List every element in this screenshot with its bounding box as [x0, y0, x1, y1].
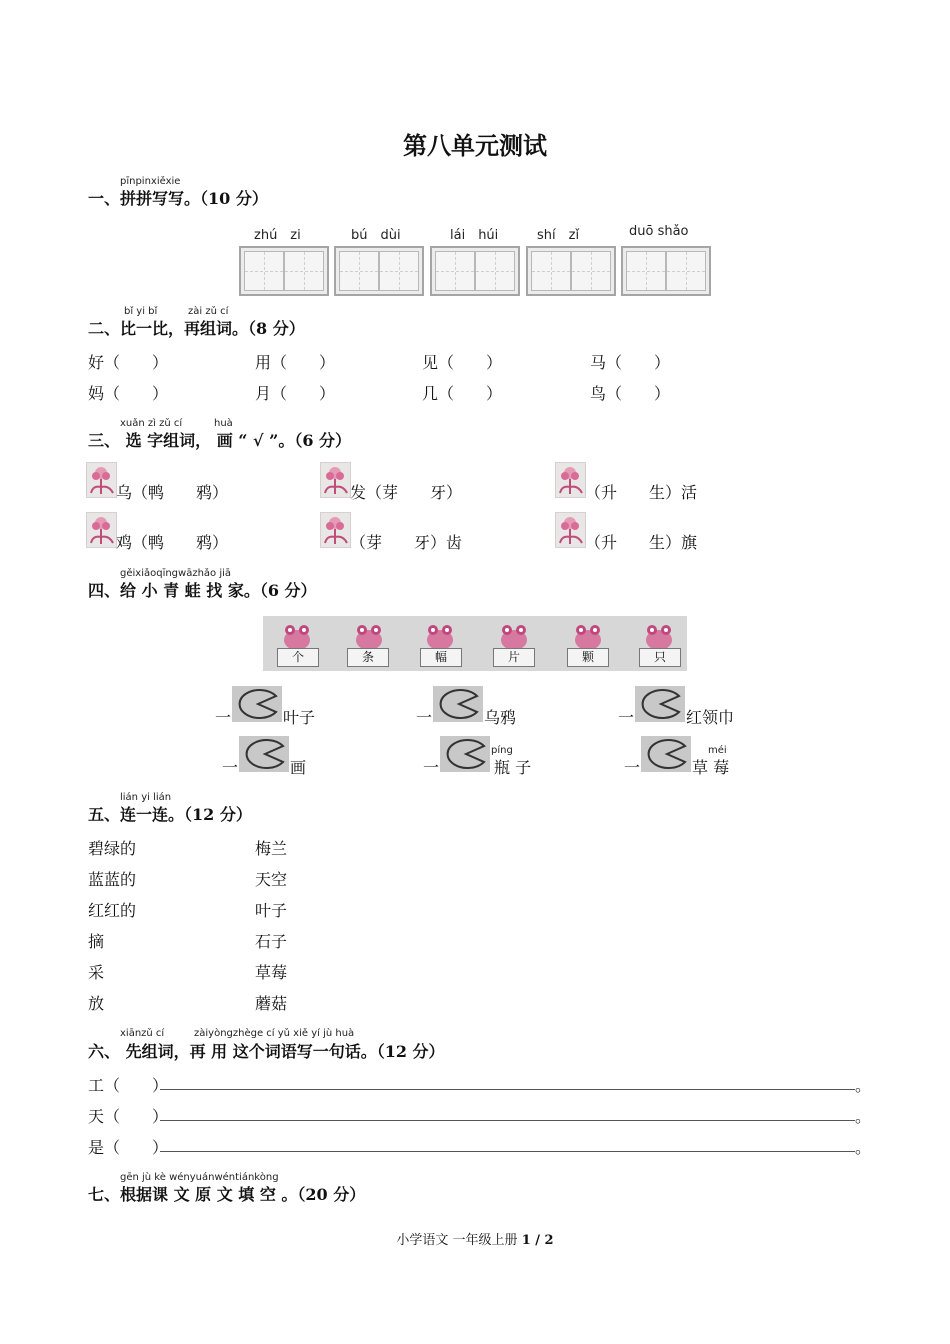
compare-item[interactable]: 妈（ ） [88, 384, 169, 403]
frog-plate[interactable]: 颗 [567, 648, 609, 667]
sentence-word-item[interactable]: 是（ ） [88, 1138, 169, 1157]
writing-grid[interactable] [621, 246, 711, 296]
writing-grid[interactable] [526, 246, 616, 296]
dash-text: 一 [222, 758, 239, 777]
section4-heading: 四、给 小 青 蛙 找 家。（6 分） [88, 581, 317, 600]
writing-grid[interactable] [239, 246, 329, 296]
answer-line[interactable] [160, 1151, 855, 1152]
choose-item[interactable]: （升 生）旗 [585, 533, 698, 552]
dash-text: 一 [215, 708, 232, 727]
compare-item[interactable]: 鸟（ ） [590, 384, 671, 403]
compare-item[interactable]: 马（ ） [590, 353, 671, 372]
writing-grid[interactable] [334, 246, 424, 296]
section7-pinyin: gēn jù kè wényuánwéntiánkòng [120, 1172, 279, 1183]
match-right-item[interactable]: 梅兰 [255, 839, 288, 858]
pinyin-item: lái húi [450, 228, 499, 243]
lily-pad-icon[interactable] [641, 736, 691, 772]
pinyin-item: shí zǐ [537, 228, 580, 243]
compare-item[interactable]: 几（ ） [422, 384, 503, 403]
frog-plate[interactable]: 片 [493, 648, 535, 667]
match-right-item[interactable]: 天空 [255, 870, 288, 889]
flower-icon [320, 512, 351, 548]
frog-plate[interactable]: 只 [639, 648, 681, 667]
frog-plate[interactable]: 幅 [420, 648, 462, 667]
word-pinyin: méi [708, 745, 727, 756]
section6-pinyin: xiānzǔ cí [120, 1028, 165, 1039]
choose-item[interactable]: （升 生）活 [585, 483, 698, 502]
section1-pinyin: pīnpinxiěxie [120, 176, 181, 187]
measure-word-item: 草 莓 [692, 758, 730, 777]
answer-line[interactable] [160, 1120, 855, 1121]
lily-pad-icon[interactable] [232, 686, 282, 722]
measure-word-item: 叶子 [283, 708, 316, 727]
dash-text: 一 [423, 758, 440, 777]
page-title: 第八单元测试 [403, 131, 547, 160]
section3-heading: 三、 选 字组词， 画 “ √ ”。（6 分） [88, 431, 352, 450]
flower-icon [555, 462, 586, 498]
lily-pad-icon[interactable] [433, 686, 483, 722]
match-left-item[interactable]: 摘 [88, 932, 105, 951]
match-left-item[interactable]: 采 [88, 963, 105, 982]
pinyin-item: duō shǎo [629, 224, 689, 239]
word-pinyin: píng [491, 745, 513, 756]
sentence-word-item[interactable]: 工（ ） [88, 1076, 169, 1095]
measure-word-item: 瓶 子 [494, 758, 532, 777]
section3-pinyin: xuǎn zì zǔ cí [120, 418, 183, 429]
choose-item[interactable]: 鸡（鸭 鸦） [116, 533, 229, 552]
match-left-item[interactable]: 放 [88, 994, 105, 1013]
frog-plate[interactable]: 条 [347, 648, 389, 667]
section5-pinyin: lián yi lián [120, 792, 172, 803]
compare-item[interactable]: 见（ ） [422, 353, 503, 372]
compare-item[interactable]: 用（ ） [255, 353, 336, 372]
flower-icon [86, 462, 117, 498]
section2-pinyin: bǐ yi bǐ [124, 306, 158, 317]
flower-icon [86, 512, 117, 548]
match-left-item[interactable]: 蓝蓝的 [88, 870, 137, 889]
measure-word-item: 乌鸦 [484, 708, 517, 727]
sentence-word-item[interactable]: 天（ ） [88, 1107, 169, 1126]
section4-pinyin: gěixiǎoqīngwāzhǎo jiā [120, 568, 232, 579]
answer-line[interactable] [160, 1089, 855, 1090]
section2-pinyin: zài zǔ cí [188, 306, 229, 317]
match-right-item[interactable]: 石子 [255, 932, 288, 951]
page-footer [0, 1229, 950, 1248]
flower-icon [555, 512, 586, 548]
period-text: 。 [855, 1138, 872, 1157]
match-right-item[interactable]: 草莓 [255, 963, 288, 982]
dash-text: 一 [618, 708, 635, 727]
section6-pinyin: zàiyòngzhège cí yǔ xiě yí jù huà [194, 1028, 355, 1039]
match-right-item[interactable]: 蘑菇 [255, 994, 288, 1013]
footer-text: 小学语文 一年级上册 [396, 1233, 522, 1248]
flower-icon [320, 462, 351, 498]
frog-strip [263, 616, 687, 671]
measure-word-item: 画 [290, 758, 307, 777]
page-number: 1 / 2 [521, 1233, 554, 1248]
section1-heading: 一、拼拼写写。（10 分） [88, 189, 268, 208]
measure-word-item: 红领巾 [686, 708, 735, 727]
section7-heading: 七、根据课 文 原 文 填 空 。（20 分） [88, 1185, 366, 1204]
dash-text: 一 [624, 758, 641, 777]
lily-pad-icon[interactable] [635, 686, 685, 722]
compare-item[interactable]: 好（ ） [88, 353, 169, 372]
writing-grid[interactable] [430, 246, 520, 296]
match-right-item[interactable]: 叶子 [255, 901, 288, 920]
period-text: 。 [855, 1107, 872, 1126]
compare-item[interactable]: 月（ ） [255, 384, 336, 403]
choose-item[interactable]: （芽 牙）齿 [350, 533, 463, 552]
period-text: 。 [855, 1076, 872, 1095]
match-left-item[interactable]: 红红的 [88, 901, 137, 920]
section2-heading: 二、比一比，再组词。（8 分） [88, 319, 305, 338]
choose-item[interactable]: 发（芽 牙） [350, 483, 463, 502]
pinyin-item: zhú zi [254, 228, 301, 243]
dash-text: 一 [416, 708, 433, 727]
match-left-item[interactable]: 碧绿的 [88, 839, 137, 858]
choose-item[interactable]: 乌（鸭 鸦） [116, 483, 229, 502]
lily-pad-icon[interactable] [239, 736, 289, 772]
frog-plate[interactable]: 个 [277, 648, 319, 667]
section3-pinyin: huà [214, 418, 233, 429]
pinyin-item: bú dùi [351, 228, 401, 243]
section5-heading: 五、连一连。（12 分） [88, 805, 252, 824]
lily-pad-icon[interactable] [440, 736, 490, 772]
section6-heading: 六、 先组词，再 用 这个词语写一句话。（12 分） [88, 1042, 445, 1061]
